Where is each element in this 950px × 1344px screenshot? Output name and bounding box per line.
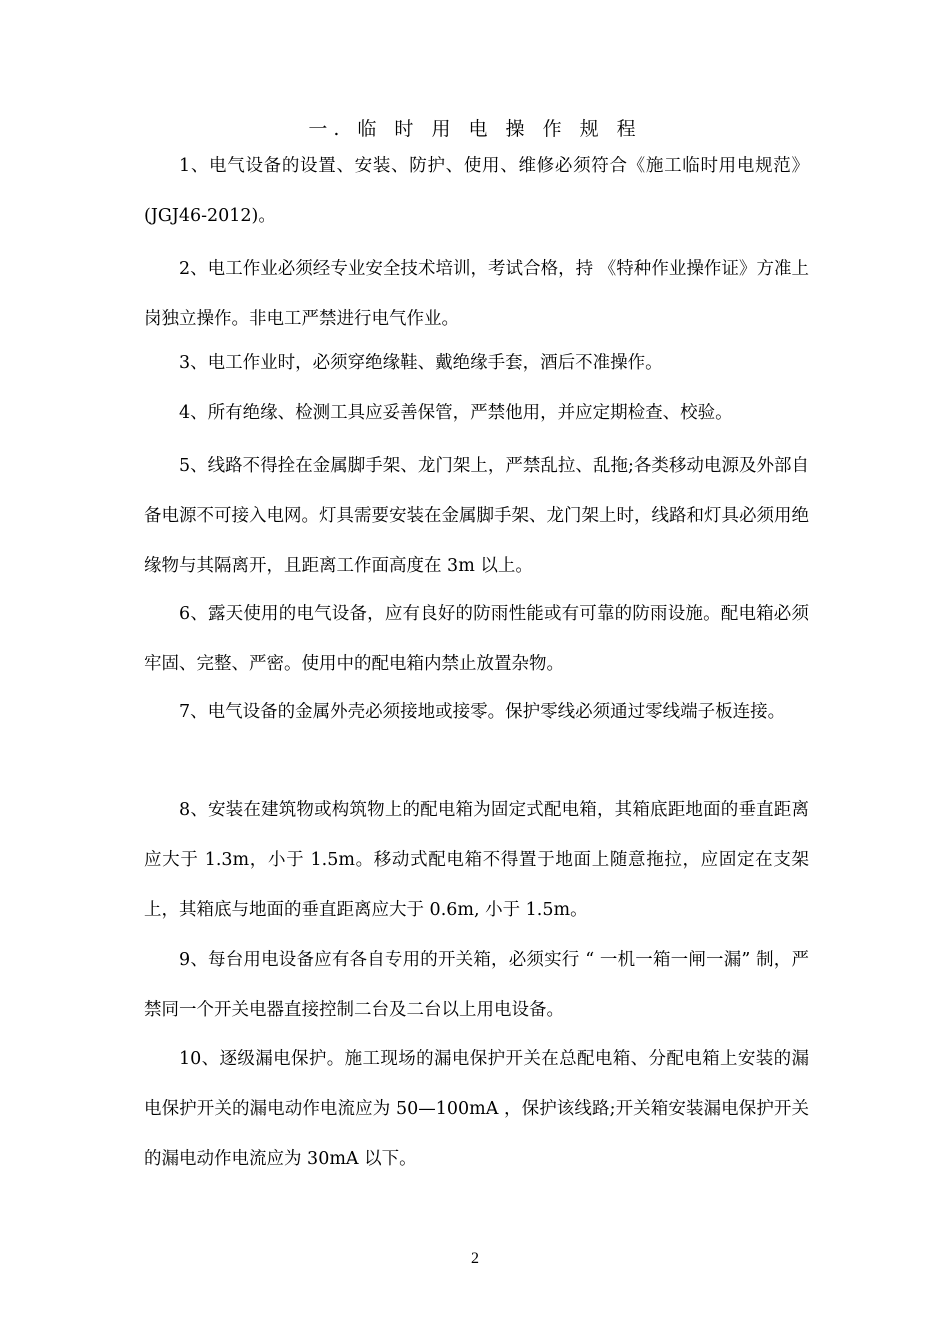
paragraph-10: 10、逐级漏电保护。施工现场的漏电保护开关在总配电箱、分配电箱上安装的漏电保护开关的漏电动作电流应为 50—100mA ，保护该线路;开关箱安装漏电保护开关的漏电动作电流应为 30mA 以下。: [144, 1049, 809, 1169]
paragraph-4: 4、所有绝缘、检测工具应妥善保管，严禁他用，并应定期检查、校验。: [179, 403, 733, 423]
paragraph-9: 9、每台用电设备应有各自专用的开关箱，必须实行 “ 一机一箱一闸一漏” 制，严禁同一个开关电器直接控制二台及二台以上用电设备。: [144, 950, 809, 1020]
paragraph-1: 1、电气设备的设置、安装、防护、使用、维修必须符合《施工临时用电规范》(JGJ46-2012)。: [144, 156, 809, 226]
paragraph-8: 8、安装在建筑物或构筑物上的配电箱为固定式配电箱，其箱底距地面的垂直距离应大于 1.3m，小于 1.5m。移动式配电箱不得置于地面上随意拖拉，应固定在支架上，其箱底与地面的垂直距离应大于 0.6m, 小于 1.5m。: [144, 800, 809, 920]
page-number: 2: [471, 1250, 479, 1267]
paragraph-5: 5、线路不得拴在金属脚手架、龙门架上，严禁乱拉、乱拖;各类移动电源及外部自备电源不可接入电网。灯具需要安装在金属脚手架、龙门架上时，线路和灯具必须用绝缘物与其隔离开，且距离工作面高度在 3m 以上。: [144, 456, 809, 576]
paragraph-3: 3、电工作业时，必须穿绝缘鞋、戴绝缘手套，酒后不准操作。: [179, 353, 663, 373]
page-title: 一. 临 时 用 电 操 作 规 程: [308, 118, 642, 140]
paragraph-7: 7、电气设备的金属外壳必须接地或接零。保护零线必须通过零线端子板连接。: [179, 702, 786, 722]
paragraph-6: 6、露天使用的电气设备，应有良好的防雨性能或有可靠的防雨设施。配电箱必须牢固、完整、严密。使用中的配电箱内禁止放置杂物。: [144, 604, 809, 674]
paragraph-2: 2、电工作业必须经专业安全技术培训，考试合格，持 《特种作业操作证》方准上岗独立操作。非电工严禁进行电气作业。: [144, 259, 809, 329]
